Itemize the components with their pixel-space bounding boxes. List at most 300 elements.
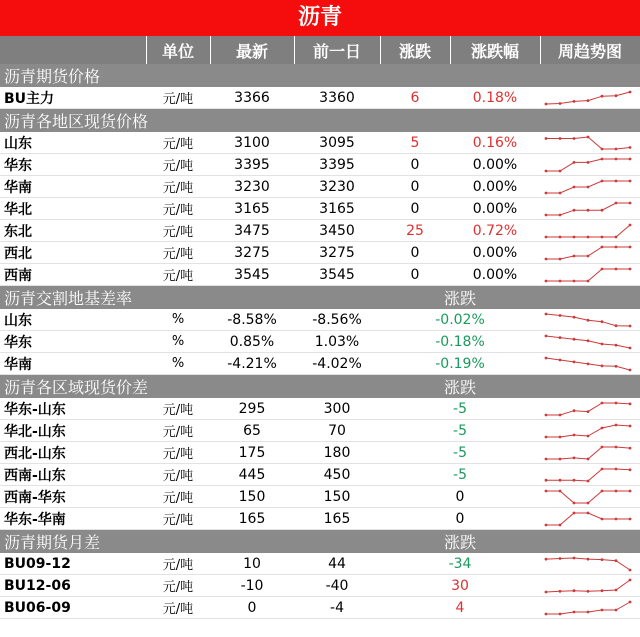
sparkline-point: [587, 410, 590, 413]
sparkline-point: [601, 517, 604, 520]
sparkline-point: [629, 402, 632, 405]
row-name: BU09-12: [0, 553, 146, 575]
sparkline-point: [545, 523, 548, 526]
row-trend-cell: [540, 87, 640, 109]
sparkline-line: [546, 403, 630, 415]
sparkline-point: [615, 445, 618, 448]
sparkline-point: [545, 169, 548, 172]
section-title: 沥青期货价格: [0, 64, 380, 87]
row-trend-cell: [540, 597, 640, 619]
row-latest: 65: [210, 420, 294, 442]
row-latest: 165: [210, 508, 294, 530]
row-change: -0.19%: [380, 353, 540, 375]
sparkline-point: [587, 161, 590, 164]
sparkline-line: [546, 225, 630, 237]
sparkline-point: [559, 523, 562, 526]
sparkline-point: [601, 426, 604, 429]
row-unit: 元/吨: [146, 575, 210, 597]
row-change: 0: [380, 242, 450, 264]
sparkline: [544, 600, 632, 616]
sparkline: [544, 201, 632, 217]
table-row: [0, 398, 640, 420]
row-unit: 元/吨: [146, 486, 210, 508]
sparkline-point: [545, 213, 548, 216]
sparkline-point: [629, 90, 632, 93]
sparkline-point: [587, 479, 590, 482]
header-latest: 最新: [210, 36, 294, 64]
row-prev: -4: [294, 597, 380, 619]
sparkline-line: [546, 137, 630, 149]
sparkline-point: [559, 413, 562, 416]
sparkline-point: [601, 467, 604, 470]
table-row: [0, 442, 640, 464]
row-prev: 70: [294, 420, 380, 442]
row-change-pct: 0.00%: [450, 264, 540, 286]
row-change: -5: [380, 398, 540, 420]
sparkline-point: [587, 557, 590, 560]
table-row: [0, 508, 640, 530]
sparkline-point: [573, 254, 576, 257]
row-unit: 元/吨: [146, 597, 210, 619]
sparkline-point: [559, 557, 562, 560]
section-title: 沥青交割地基差率: [0, 286, 380, 310]
sparkline-line: [546, 513, 630, 525]
row-unit: 元/吨: [146, 264, 210, 286]
row-trend-cell: [540, 264, 640, 286]
sparkline-point: [559, 336, 562, 339]
row-change-pct: 0.00%: [450, 242, 540, 264]
row-change: 0: [380, 154, 450, 176]
sparkline-point: [545, 557, 548, 560]
sparkline: [544, 578, 632, 594]
sparkline-point: [629, 179, 632, 182]
table-row: [0, 220, 640, 242]
row-unit: %: [146, 353, 210, 375]
row-unit: 元/吨: [146, 87, 210, 109]
row-latest: 3545: [210, 264, 294, 286]
row-prev: 165: [294, 508, 380, 530]
sparkline-line: [546, 447, 630, 459]
row-trend-cell: [540, 442, 640, 464]
sparkline-point: [601, 245, 604, 248]
row-trend-cell: [540, 331, 640, 353]
row-latest: 3366: [210, 87, 294, 109]
sparkline-line: [546, 269, 630, 281]
sparkline-point: [545, 279, 548, 282]
sparkline-point: [615, 147, 618, 150]
section-header-row: [0, 109, 640, 133]
sparkline-point: [601, 558, 604, 561]
row-prev: 150: [294, 486, 380, 508]
sparkline-point: [615, 179, 618, 182]
sparkline-point: [601, 489, 604, 492]
row-name: 华东-华南: [0, 508, 146, 530]
sparkline-point: [587, 339, 590, 342]
sparkline-line: [546, 469, 630, 481]
sparkline-point: [629, 267, 632, 270]
table-row: [0, 331, 640, 353]
section-change-label: 涨跌: [380, 530, 540, 554]
sparkline: [544, 135, 632, 151]
row-prev: 44: [294, 553, 380, 575]
sparkline-point: [629, 424, 632, 427]
row-latest: 0: [210, 597, 294, 619]
row-trend-cell: [540, 508, 640, 530]
row-prev: 1.03%: [294, 331, 380, 353]
sparkline-point: [559, 235, 562, 238]
row-name: BU06-09: [0, 597, 146, 619]
sparkline-point: [559, 589, 562, 592]
row-change: -0.18%: [380, 331, 540, 353]
sparkline: [544, 511, 632, 527]
sparkline-point: [559, 435, 562, 438]
sparkline-point: [601, 147, 604, 150]
row-trend-cell: [540, 575, 640, 597]
row-trend-cell: [540, 553, 640, 575]
sparkline-point: [629, 578, 632, 581]
sparkline: [544, 489, 632, 505]
table-row: [0, 553, 640, 575]
row-unit: 元/吨: [146, 154, 210, 176]
row-unit: 元/吨: [146, 132, 210, 154]
table-row: [0, 486, 640, 508]
sparkline-point: [629, 600, 632, 603]
row-prev: 300: [294, 398, 380, 420]
row-unit: 元/吨: [146, 398, 210, 420]
sparkline-point: [587, 235, 590, 238]
row-change: 0: [380, 176, 450, 198]
row-unit: 元/吨: [146, 242, 210, 264]
row-name: 西南: [0, 264, 146, 286]
row-change-pct: 0.16%: [450, 132, 540, 154]
row-name: 东北: [0, 220, 146, 242]
row-prev: 3395: [294, 154, 380, 176]
sparkline-point: [573, 185, 576, 188]
row-prev: -40: [294, 575, 380, 597]
table-row: [0, 597, 640, 619]
row-change-pct: 0.18%: [450, 87, 540, 109]
row-prev: 3230: [294, 176, 380, 198]
sparkline-point: [573, 556, 576, 559]
sparkline-point: [629, 446, 632, 449]
sparkline-point: [573, 409, 576, 412]
sparkline-point: [573, 279, 576, 282]
row-trend-cell: [540, 132, 640, 154]
sparkline-point: [601, 208, 604, 211]
section-change-label: [380, 109, 540, 133]
sparkline-point: [615, 324, 618, 327]
sparkline-point: [573, 337, 576, 340]
table-row: [0, 132, 640, 154]
row-change: 4: [380, 597, 540, 619]
row-change: -34: [380, 553, 540, 575]
row-trend-cell: [540, 464, 640, 486]
header-prev: 前一日: [294, 36, 380, 64]
section-header-row: [0, 286, 640, 310]
sparkline-point: [629, 368, 632, 371]
sparkline-point: [573, 137, 576, 140]
row-latest: 3395: [210, 154, 294, 176]
sparkline-point: [545, 137, 548, 140]
sparkline-point: [587, 610, 590, 613]
row-change: 5: [380, 132, 450, 154]
section-change-label: 涨跌: [380, 375, 540, 399]
row-latest: 3100: [210, 132, 294, 154]
section-header-row: [0, 530, 640, 554]
section-header-row: [0, 64, 640, 87]
sparkline-point: [559, 191, 562, 194]
row-name: 山东: [0, 132, 146, 154]
sparkline-point: [615, 588, 618, 591]
row-name: 华东-山东: [0, 398, 146, 420]
sparkline-point: [629, 157, 632, 160]
section-spacer: [540, 530, 640, 554]
sparkline-point: [559, 314, 562, 317]
row-prev: 3450: [294, 220, 380, 242]
sparkline-point: [573, 501, 576, 504]
sparkline-point: [573, 511, 576, 514]
row-trend-cell: [540, 420, 640, 442]
section-spacer: [540, 286, 640, 310]
sparkline-point: [601, 235, 604, 238]
sparkline-point: [573, 100, 576, 103]
sparkline-point: [629, 223, 632, 226]
sparkline-point: [587, 589, 590, 592]
sparkline-point: [601, 608, 604, 611]
sparkline-point: [615, 157, 618, 160]
section-change-label: 涨跌: [380, 286, 540, 310]
row-unit: %: [146, 309, 210, 331]
table-row: [0, 575, 640, 597]
sparkline-point: [615, 201, 618, 204]
sparkline-point: [629, 201, 632, 204]
row-name: 华北-山东: [0, 420, 146, 442]
sparkline-point: [615, 559, 618, 562]
row-unit: 元/吨: [146, 176, 210, 198]
sparkline-point: [545, 590, 548, 593]
sparkline-point: [601, 157, 604, 160]
section-header-row: [0, 375, 640, 399]
page-title: 沥青: [0, 0, 640, 36]
sparkline-point: [615, 467, 618, 470]
row-prev: -4.02%: [294, 353, 380, 375]
row-trend-cell: [540, 198, 640, 220]
row-latest: 0.85%: [210, 331, 294, 353]
table-row: [0, 264, 640, 286]
section-title: 沥青各区域现货价差: [0, 375, 380, 399]
section-title: 沥青期货月差: [0, 530, 380, 554]
sparkline-point: [545, 191, 548, 194]
sparkline-point: [559, 257, 562, 260]
sparkline-point: [573, 456, 576, 459]
sparkline-point: [573, 360, 576, 363]
row-latest: 10: [210, 553, 294, 575]
sparkline-line: [546, 159, 630, 171]
row-prev: 3095: [294, 132, 380, 154]
row-name: 华北: [0, 198, 146, 220]
sparkline-point: [615, 517, 618, 520]
sparkline-point: [601, 320, 604, 323]
table-row: [0, 420, 640, 442]
row-prev: 180: [294, 442, 380, 464]
row-change-pct: 0.72%: [450, 220, 540, 242]
row-latest: 3275: [210, 242, 294, 264]
row-unit: 元/吨: [146, 508, 210, 530]
row-change-pct: 0.00%: [450, 198, 540, 220]
sparkline-point: [601, 342, 604, 345]
sparkline-point: [545, 235, 548, 238]
sparkline-point: [615, 245, 618, 248]
row-trend-cell: [540, 398, 640, 420]
row-change: 6: [380, 87, 450, 109]
row-latest: -10: [210, 575, 294, 597]
sparkline-point: [629, 245, 632, 248]
sparkline-point: [629, 346, 632, 349]
row-latest: 175: [210, 442, 294, 464]
section-spacer: [540, 375, 640, 399]
row-trend-cell: [540, 309, 640, 331]
row-change: 0: [380, 486, 540, 508]
row-unit: %: [146, 331, 210, 353]
sparkline-point: [559, 489, 562, 492]
row-change: 30: [380, 575, 540, 597]
row-change: 0: [380, 508, 540, 530]
row-name: 华东: [0, 154, 146, 176]
section-title: 沥青各地区现货价格: [0, 109, 380, 133]
sparkline: [544, 356, 632, 372]
sparkline: [544, 445, 632, 461]
sparkline-point: [573, 161, 576, 164]
header-unit: 单位: [146, 36, 210, 64]
quote-table: [0, 36, 640, 619]
row-latest: -8.58%: [210, 309, 294, 331]
row-prev: 3545: [294, 264, 380, 286]
sparkline: [544, 401, 632, 417]
sparkline-line: [546, 92, 630, 104]
row-latest: -4.21%: [210, 353, 294, 375]
sparkline-point: [615, 343, 618, 346]
row-trend-cell: [540, 242, 640, 264]
row-unit: 元/吨: [146, 464, 210, 486]
row-change: 25: [380, 220, 450, 242]
sparkline-point: [545, 612, 548, 615]
table-row: [0, 87, 640, 109]
sparkline-point: [601, 401, 604, 404]
header-change-pct: 涨跌幅: [450, 36, 540, 64]
row-name: 华南: [0, 353, 146, 375]
row-latest: 150: [210, 486, 294, 508]
sparkline-point: [587, 362, 590, 365]
sparkline-point: [573, 235, 576, 238]
sparkline-point: [601, 364, 604, 367]
sparkline: [544, 334, 632, 350]
row-prev: -8.56%: [294, 309, 380, 331]
sparkline-point: [587, 457, 590, 460]
sparkline-point: [559, 358, 562, 361]
row-name: 西南-山东: [0, 464, 146, 486]
row-unit: 元/吨: [146, 220, 210, 242]
sparkline-point: [559, 213, 562, 216]
sparkline-point: [545, 312, 548, 315]
row-unit: 元/吨: [146, 553, 210, 575]
sparkline-point: [559, 279, 562, 282]
row-prev: 3275: [294, 242, 380, 264]
sparkline-point: [545, 102, 548, 105]
row-trend-cell: [540, 353, 640, 375]
row-name: 山东: [0, 309, 146, 331]
sparkline-point: [573, 610, 576, 613]
sparkline-point: [629, 489, 632, 492]
table-row: [0, 464, 640, 486]
sparkline-point: [573, 315, 576, 318]
section-spacer: [540, 109, 640, 133]
sparkline-point: [545, 457, 548, 460]
sparkline-point: [545, 334, 548, 337]
sparkline-point: [559, 478, 562, 481]
sparkline-point: [587, 99, 590, 102]
row-name: BU12-06: [0, 575, 146, 597]
row-trend-cell: [540, 154, 640, 176]
row-unit: 元/吨: [146, 420, 210, 442]
row-unit: 元/吨: [146, 198, 210, 220]
sparkline: [544, 556, 632, 572]
row-name: 西北: [0, 242, 146, 264]
row-trend-cell: [540, 486, 640, 508]
sparkline-point: [615, 235, 618, 238]
table-row: [0, 198, 640, 220]
row-trend-cell: [540, 220, 640, 242]
sparkline-point: [587, 254, 590, 257]
sparkline: [544, 223, 632, 239]
row-name: BU主力: [0, 87, 146, 109]
row-prev: 3165: [294, 198, 380, 220]
sparkline: [544, 157, 632, 173]
row-change: -5: [380, 420, 540, 442]
row-change: 0: [380, 264, 450, 286]
row-change: -0.02%: [380, 309, 540, 331]
sparkline-point: [587, 185, 590, 188]
sparkline-point: [573, 433, 576, 436]
sparkline-point: [615, 267, 618, 270]
row-change: -5: [380, 464, 540, 486]
sparkline-point: [545, 356, 548, 359]
sparkline: [544, 267, 632, 283]
row-name: 西南-华东: [0, 486, 146, 508]
sparkline-point: [615, 94, 618, 97]
sparkline-point: [545, 413, 548, 416]
sparkline-point: [601, 179, 604, 182]
row-latest: 445: [210, 464, 294, 486]
sparkline-point: [629, 468, 632, 471]
table-row: [0, 242, 640, 264]
row-name: 华南: [0, 176, 146, 198]
row-change: 0: [380, 198, 450, 220]
sparkline-point: [615, 364, 618, 367]
sparkline-point: [573, 589, 576, 592]
sparkline: [544, 467, 632, 483]
sparkline-point: [545, 489, 548, 492]
sparkline-point: [601, 267, 604, 270]
sparkline-point: [587, 434, 590, 437]
sparkline: [544, 179, 632, 195]
sparkline-point: [615, 608, 618, 611]
row-trend-cell: [540, 176, 640, 198]
sparkline: [544, 312, 632, 328]
sparkline-point: [587, 511, 590, 514]
sparkline-point: [601, 589, 604, 592]
sparkline-point: [545, 435, 548, 438]
header-name: [0, 36, 146, 64]
